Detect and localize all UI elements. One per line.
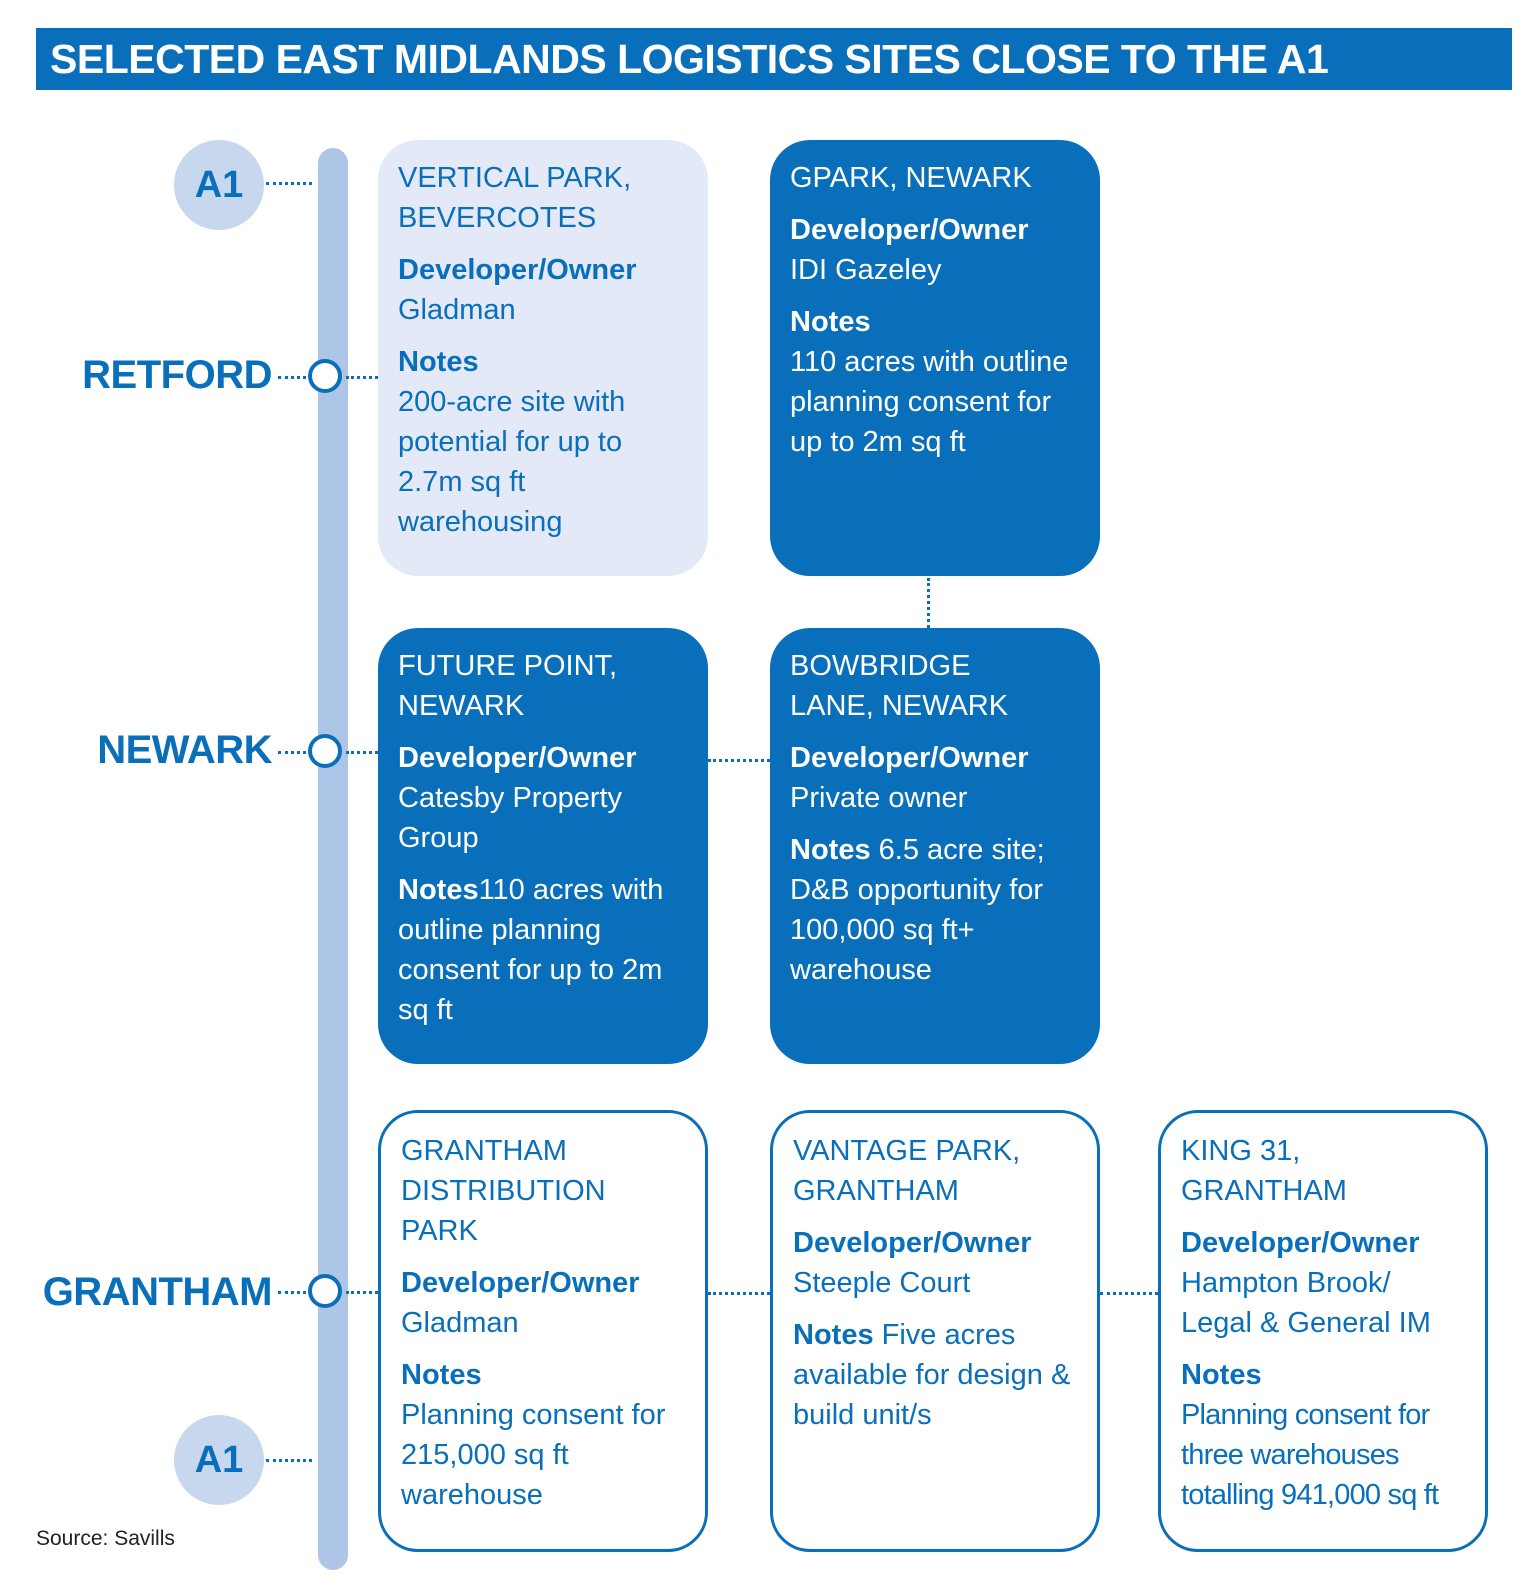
a1-bottom-connector xyxy=(266,1459,312,1462)
site-name: VANTAGE PARK, xyxy=(793,1135,1021,1167)
a1-top-connector xyxy=(266,182,312,185)
site-card-bowbridge-lane xyxy=(770,628,1100,1064)
notes-label: Notes xyxy=(790,834,871,866)
notes-block xyxy=(790,830,1080,990)
developer-value: Hampton Brook/ Legal & General IM xyxy=(1181,1267,1431,1339)
vantage-king31-connector xyxy=(1100,1292,1158,1295)
site-name: LANE, NEWARK xyxy=(790,690,1009,722)
town-label-retford: RETFORD xyxy=(82,353,272,397)
notes-value: 6.5 acre site; D&B opportunity for 100,000 sq ft+ warehouse xyxy=(790,834,1045,986)
developer-value: Steeple Court xyxy=(793,1267,971,1299)
developer-label: Developer/Owner xyxy=(398,742,637,774)
developer-label: Developer/Owner xyxy=(1181,1227,1420,1259)
developer-value: Gladman xyxy=(398,294,516,326)
gpark-bowbridge-connector xyxy=(927,578,930,628)
developer-value: Gladman xyxy=(401,1307,519,1339)
site-card-grantham-distribution-park xyxy=(378,1110,708,1552)
notes-label: Notes xyxy=(1181,1359,1262,1391)
developer-label: Developer/Owner xyxy=(398,254,637,286)
developer-label: Developer/Owner xyxy=(793,1227,1032,1259)
site-name: DISTRIBUTION xyxy=(401,1175,606,1207)
site-name: PARK xyxy=(401,1215,478,1247)
site-name: VERTICAL PARK, xyxy=(398,162,632,194)
developer-value: Private owner xyxy=(790,782,968,814)
notes-label: Notes xyxy=(398,346,479,378)
newark-left-connector xyxy=(278,751,306,754)
site-name: FUTURE POINT, xyxy=(398,650,618,682)
site-name: BOWBRIDGE xyxy=(790,650,971,682)
source-note: Source: Savills xyxy=(36,1527,175,1550)
a1-top-badge: A1 xyxy=(174,140,264,230)
site-name: BEVERCOTES xyxy=(398,202,597,234)
site-name: GRANTHAM xyxy=(1181,1175,1347,1207)
developer-label: Developer/Owner xyxy=(790,214,1029,246)
notes-value: Planning consent for three warehouses totalling 941,000 sq ft xyxy=(1181,1399,1439,1511)
site-name: GPARK, NEWARK xyxy=(790,162,1032,194)
notes-value: Planning consent for 215,000 sq ft warehouse xyxy=(401,1399,666,1511)
a1-bottom-badge: A1 xyxy=(174,1415,264,1505)
grantham-node xyxy=(308,1274,342,1308)
notes-value: 110 acres with outline planning consent for up to 2m sq ft xyxy=(398,874,664,1026)
notes-label: Notes xyxy=(398,874,479,906)
futurepoint-bowbridge-connector xyxy=(708,759,770,762)
developer-label: Developer/Owner xyxy=(401,1267,640,1299)
town-label-newark: NEWARK xyxy=(97,728,272,772)
notes-block xyxy=(793,1315,1077,1435)
notes-value: 200-acre site with potential for up to 2.7m sq ft warehousing xyxy=(398,386,626,538)
newark-node xyxy=(308,734,342,768)
retford-node xyxy=(308,359,342,393)
notes-label: Notes xyxy=(790,306,871,338)
developer-value: IDI Gazeley xyxy=(790,254,942,286)
retford-left-connector xyxy=(278,376,306,379)
notes-value: Five acres available for design & build unit/s xyxy=(793,1319,1071,1431)
diagram-title: SELECTED EAST MIDLANDS LOGISTICS SITES CLOSE TO THE A1 xyxy=(36,28,1512,90)
site-name: KING 31, xyxy=(1181,1135,1301,1167)
notes-value: 110 acres with outline planning consent for up to 2m sq ft xyxy=(790,346,1069,458)
site-card-gpark xyxy=(770,140,1100,576)
grantham-right-connector xyxy=(346,1291,378,1294)
retford-right-connector xyxy=(346,376,378,379)
grantham-left-connector xyxy=(278,1291,306,1294)
town-label-grantham: GRANTHAM xyxy=(42,1270,272,1314)
site-name: GRANTHAM xyxy=(401,1135,567,1167)
site-name: GRANTHAM xyxy=(793,1175,959,1207)
site-name: NEWARK xyxy=(398,690,525,722)
notes-label: Notes xyxy=(793,1319,874,1351)
developer-label: Developer/Owner xyxy=(790,742,1029,774)
site-card-king-31 xyxy=(1158,1110,1488,1552)
site-card-vertical-park xyxy=(378,140,708,576)
grantham-vantage-connector xyxy=(708,1292,770,1295)
notes-block xyxy=(398,870,688,1030)
developer-value: Catesby Property Group xyxy=(398,782,623,854)
newark-right-connector xyxy=(346,751,378,754)
site-card-future-point xyxy=(378,628,708,1064)
site-card-vantage-park xyxy=(770,1110,1100,1552)
notes-label: Notes xyxy=(401,1359,482,1391)
